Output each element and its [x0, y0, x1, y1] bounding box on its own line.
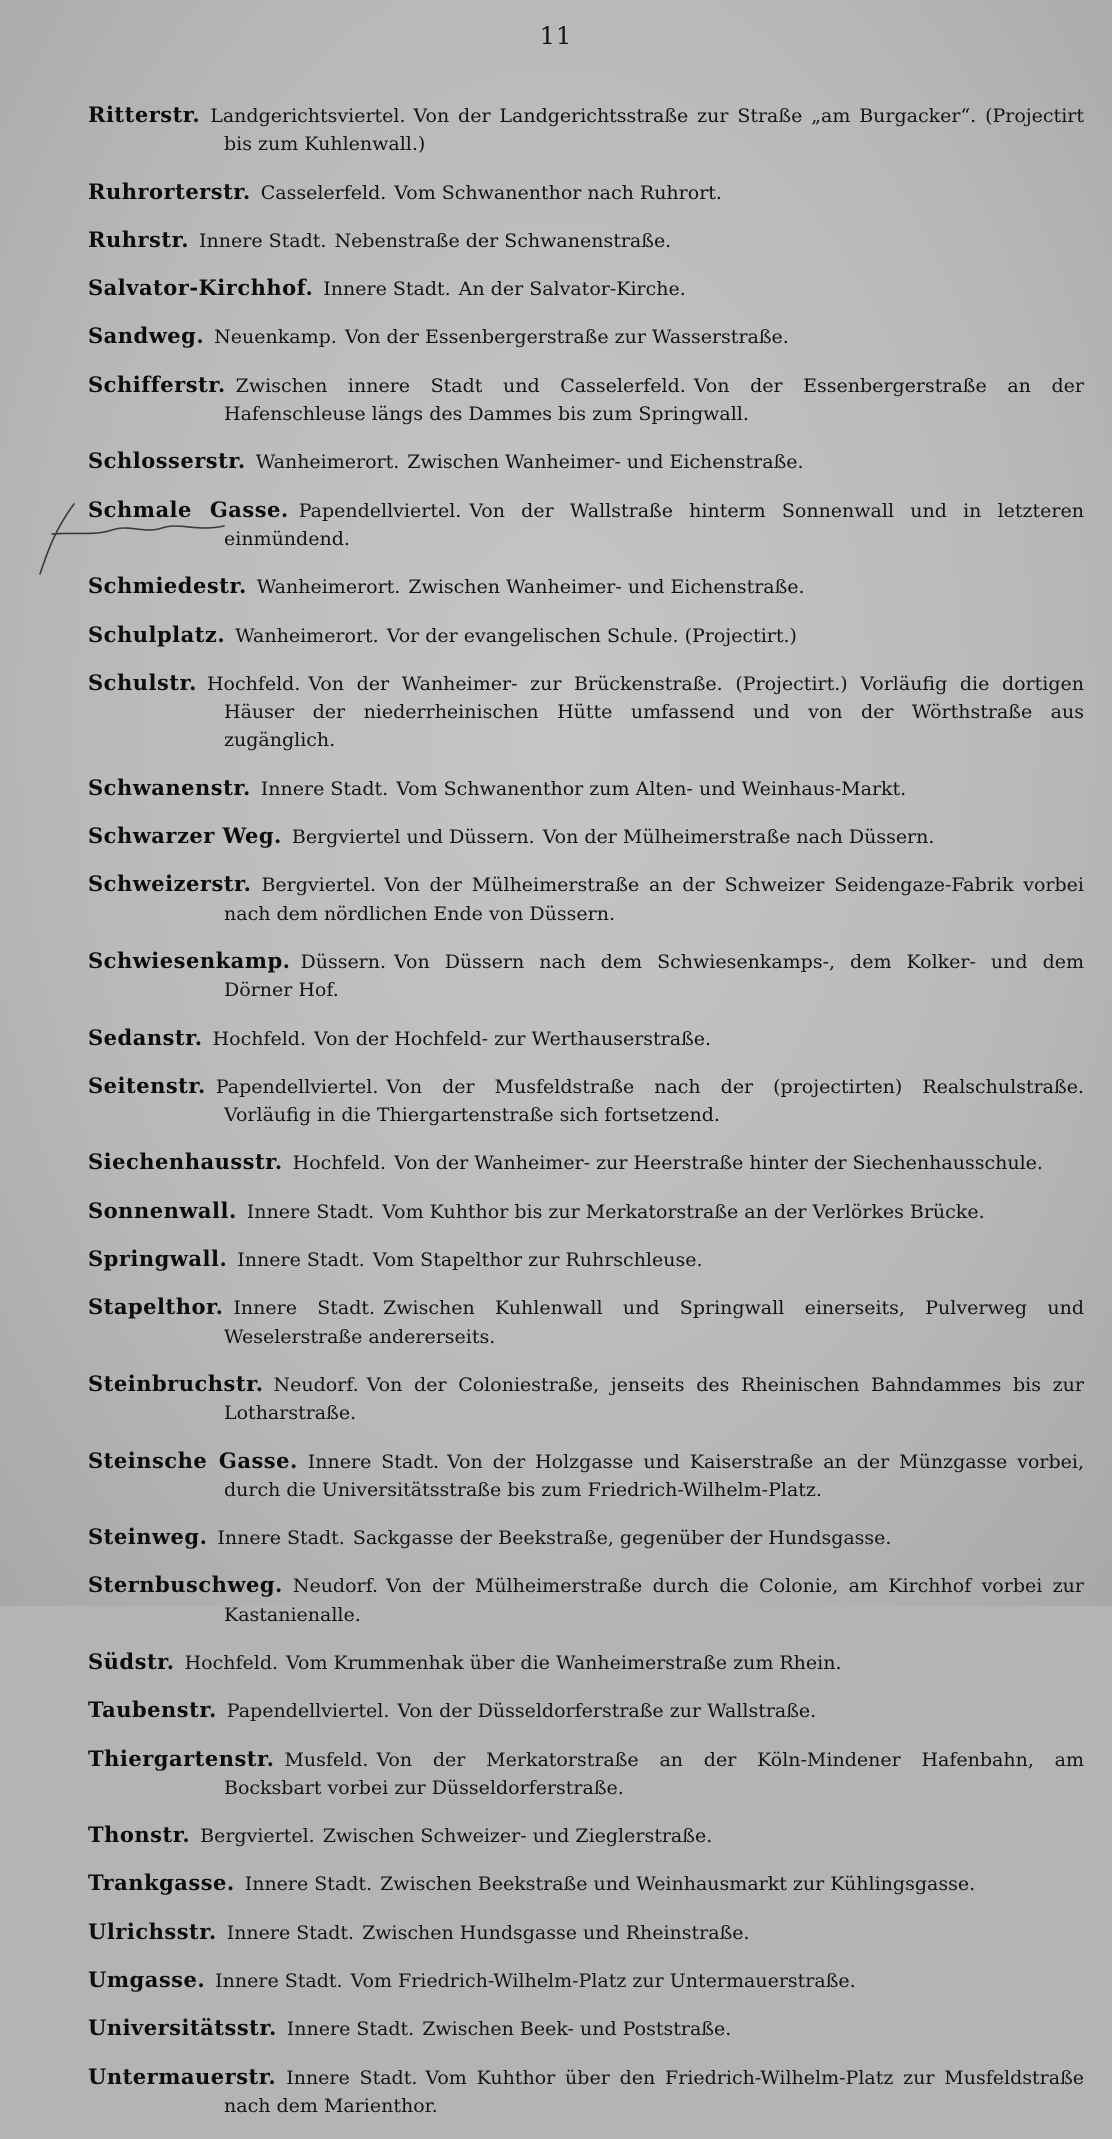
- street-name: Steinweg.: [88, 1524, 208, 1550]
- district: Casselerfeld.: [260, 181, 387, 204]
- description: Von der Coloniestraße, jenseits des Rheinischen Bahndammes bis zur Lotharstraße.: [224, 1373, 1084, 1425]
- district: Bergviertel.: [261, 874, 377, 897]
- street-name: Sternbuschweg.: [88, 1572, 283, 1598]
- description: Vom Stapelthor zur Ruhrschleuse.: [372, 1249, 703, 1272]
- street-entry: [88, 1072, 1084, 1130]
- street-name: Schulplatz.: [88, 621, 226, 647]
- description: Von der Wanheimer- zur Heerstraße hinter der Siechenhausschule.: [394, 1152, 1043, 1175]
- street-name: Siechenhausstr.: [88, 1149, 283, 1175]
- street-entry: [88, 1293, 1084, 1351]
- street-name: Thonstr.: [88, 1822, 191, 1848]
- street-name: Sonnenwall.: [88, 1197, 237, 1223]
- street-entry: [88, 1745, 1084, 1803]
- street-name: Untermauerstr.: [88, 2063, 277, 2089]
- district: Innere Stadt.: [226, 1921, 355, 1944]
- description: Vom Friedrich-Wilhelm-Platz zur Untermauerstraße.: [350, 1970, 856, 1993]
- street-entry: [88, 1245, 1084, 1274]
- street-entry: [88, 669, 1084, 755]
- description: Vom Kuhthor bis zur Merkatorstraße an der Verlörkes Brücke.: [382, 1200, 985, 1223]
- description: Vom Schwanenthor nach Ruhrort.: [394, 181, 722, 204]
- street-entry: [88, 1918, 1084, 1947]
- description: Zwischen Beek- und Poststraße.: [422, 2018, 732, 2041]
- street-name: Ruhrorterstr.: [88, 178, 251, 204]
- street-entry: [88, 1523, 1084, 1552]
- description: Von der Mülheimerstraße nach Düssern.: [542, 826, 935, 849]
- street-entry: [88, 1024, 1084, 1053]
- description: Zwischen Wanheimer- und Eichenstraße.: [408, 576, 805, 599]
- street-name: Thiergartenstr.: [88, 1745, 275, 1771]
- street-name: Salvator-Kirchhof.: [88, 275, 314, 301]
- description: Von der Mülheimerstraße an der Schweizer Seidengaze-Fabrik vorbei nach dem nördlichen Ende von Düssern.: [224, 874, 1084, 925]
- street-name: Steinbruchstr.: [88, 1370, 264, 1396]
- street-name: Schifferstr.: [88, 371, 226, 397]
- street-entry: [88, 621, 1084, 650]
- district: Papendellviertel.: [215, 1075, 379, 1098]
- street-entry: [88, 822, 1084, 851]
- district: Landgerichtsviertel.: [210, 105, 406, 127]
- description: Von der Essenbergerstraße an der Hafenschleuse längs des Dammes bis zum Springwall.: [224, 374, 1084, 426]
- street-entry: [88, 1447, 1084, 1505]
- street-entry: [88, 1648, 1084, 1677]
- district: Wanheimerort.: [256, 576, 401, 599]
- description: Vom Kuhthor über den Friedrich-Wilhelm-Platz zur Musfeldstraße nach dem Marienthor.: [224, 2066, 1085, 2117]
- district: Innere Stadt.: [199, 229, 327, 252]
- description: Von der Wallstraße hinterm Sonnenwall und in letzteren einmündend.: [224, 499, 1084, 550]
- district: Bergviertel und Düssern.: [291, 826, 535, 849]
- district: Innere Stadt.: [217, 1527, 345, 1550]
- street-entry: [88, 1869, 1084, 1898]
- street-name: Schwiesenkamp.: [88, 947, 291, 973]
- street-entry: [88, 447, 1084, 476]
- description: Zwischen Hundsgasse und Rheinstraße.: [362, 1921, 750, 1944]
- street-entry: [88, 496, 1084, 554]
- street-entry: [88, 1148, 1084, 1177]
- street-entry: [88, 101, 1084, 159]
- description: Nebenstraße der Schwanenstraße.: [334, 229, 672, 252]
- district: Neuenkamp.: [214, 326, 337, 349]
- description: Sackgasse der Beekstraße, gegenüber der Hundsgasse.: [352, 1527, 892, 1550]
- description: Vom Krummenhak über die Wanheimerstraße zum Rhein.: [286, 1651, 842, 1674]
- street-name: Taubenstr.: [88, 1697, 217, 1723]
- description: Von der Wanheimer- zur Brückenstraße. (Projectirt.) Vorläufig die dortigen Häuser der niederrheinischen Hütte umfassend und von der Wörthstraße aus zugänglich.: [224, 672, 1084, 752]
- district: Wanheimerort.: [235, 624, 379, 647]
- street-name: Sandweg.: [88, 323, 205, 349]
- street-name: Sedanstr.: [88, 1024, 203, 1050]
- street-entry: [88, 1966, 1084, 1995]
- street-name: Schwarzer Weg.: [88, 823, 282, 849]
- district: Musfeld.: [284, 1748, 369, 1771]
- district: Innere Stadt.: [260, 777, 389, 800]
- street-name: Schlosserstr.: [88, 448, 246, 474]
- district: Papendellviertel.: [298, 499, 462, 522]
- street-name: Universitätsstr.: [88, 2015, 277, 2041]
- description: Von der Essenbergerstraße zur Wasserstraße.: [344, 326, 789, 349]
- district: Wanheimerort.: [255, 451, 400, 474]
- description: Zwischen Wanheimer- und Eichenstraße.: [407, 451, 804, 474]
- street-name: Ruhrstr.: [88, 226, 190, 252]
- district: Innere Stadt.: [244, 1873, 373, 1896]
- district: Hochfeld.: [184, 1651, 279, 1674]
- description: Zwischen Kuhlenwall und Springwall einerseits, Pulverweg und Weselerstraße andererseits.: [224, 1297, 1085, 1348]
- street-name: Schulstr.: [88, 669, 197, 695]
- street-name: Seitenstr.: [88, 1072, 206, 1098]
- street-entry: [88, 1197, 1084, 1226]
- page-number: 11: [539, 22, 573, 50]
- description: Zwischen Beekstraße und Weinhausmarkt zur Kühlingsgasse.: [380, 1873, 976, 1896]
- street-entry: [88, 1696, 1084, 1725]
- street-name: Schwanenstr.: [88, 774, 251, 800]
- street-entry: [88, 2063, 1084, 2121]
- district: Innere Stadt.: [237, 1249, 365, 1272]
- street-name: Springwall.: [88, 1246, 228, 1272]
- district: Innere Stadt.: [323, 278, 451, 301]
- street-name: Trankgasse.: [88, 1870, 235, 1896]
- description: Von Düssern nach dem Schwiesenkamps-, dem Kolker- und dem Dörner Hof.: [224, 950, 1084, 1002]
- street-name: Umgasse.: [88, 1967, 206, 1993]
- description: Von der Merkatorstraße an der Köln-Mindener Hafenbahn, am Bocksbart vorbei zur Düsseldorferstraße.: [224, 1748, 1084, 1799]
- description: Von der Landgerichtsstraße zur Straße „am Burgacker“. (Projectirt bis zum Kuhlenwall.): [224, 105, 1084, 156]
- street-name: Schmale Gasse.: [88, 496, 289, 522]
- description: Vom Schwanenthor zum Alten- und Weinhaus-Markt.: [396, 777, 907, 800]
- street-entry: [88, 1821, 1084, 1850]
- street-index: [88, 82, 1084, 2139]
- street-name: Ulrichsstr.: [88, 1918, 217, 1944]
- description: Von der Düsseldorferstraße zur Wallstraße.: [397, 1700, 817, 1723]
- district: Innere Stadt.: [246, 1200, 375, 1223]
- description: Von der Holzgasse und Kaiserstraße an der Münzgasse vorbei, durch die Universitätsstraße bis zum Friedrich-Wilhelm-Platz.: [224, 1450, 1085, 1501]
- district: Innere Stadt.: [286, 2066, 418, 2089]
- district: Neudorf.: [292, 1575, 379, 1598]
- district: Hochfeld.: [212, 1027, 307, 1050]
- description: An der Salvator-Kirche.: [458, 278, 686, 301]
- street-entry: [88, 870, 1084, 928]
- district: Neudorf.: [273, 1373, 359, 1396]
- street-name: Steinsche Gasse.: [88, 1447, 298, 1473]
- street-name: Ritterstr.: [88, 102, 201, 127]
- street-entry: [88, 371, 1084, 429]
- street-name: Schweizerstr.: [88, 871, 252, 897]
- street-entry: [88, 322, 1084, 351]
- street-name: Schmiedestr.: [88, 573, 247, 599]
- street-entry: [88, 2014, 1084, 2043]
- district: Innere Stadt.: [233, 1297, 376, 1320]
- street-entry: [88, 226, 1084, 255]
- district: Innere Stadt.: [307, 1450, 440, 1473]
- description: Von der Mülheimerstraße durch die Colonie, am Kirchhof vorbei zur Kastanienalle.: [224, 1575, 1084, 1626]
- street-entry: [88, 178, 1084, 207]
- district: Innere Stadt.: [286, 2018, 415, 2041]
- district: Hochfeld.: [292, 1152, 387, 1175]
- district: Papendellviertel.: [226, 1700, 390, 1723]
- district: Zwischen innere Stadt und Casselerfeld.: [235, 374, 686, 397]
- description: Von der Musfeldstraße nach der (projectirten) Realschulstraße. Vorläufig in die Thiergartenstraße sich fortsetzend.: [224, 1075, 1084, 1127]
- street-entry: [88, 947, 1084, 1005]
- description: Vor der evangelischen Schule. (Projectirt.): [386, 624, 797, 647]
- street-entry: [88, 274, 1084, 303]
- district: Innere Stadt.: [215, 1970, 343, 1993]
- street-name: Südstr.: [88, 1648, 175, 1674]
- street-entry: [88, 1370, 1084, 1428]
- street-entry: [88, 774, 1084, 803]
- street-entry: [88, 1571, 1084, 1629]
- description: Zwischen Schweizer- und Zieglerstraße.: [322, 1825, 713, 1848]
- district: Düssern.: [300, 950, 387, 973]
- district: Bergviertel.: [200, 1825, 315, 1848]
- street-name: Stapelthor.: [88, 1294, 224, 1320]
- district: Hochfeld.: [206, 672, 301, 695]
- description: Von der Hochfeld- zur Werthauserstraße.: [314, 1027, 712, 1050]
- street-entry: [88, 572, 1084, 601]
